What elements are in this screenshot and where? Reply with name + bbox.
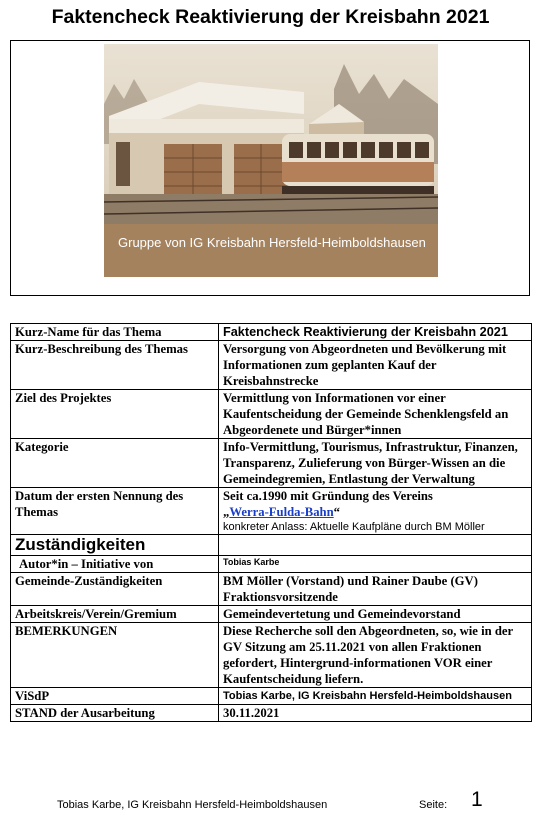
row-value [219, 488, 532, 535]
railbus-depot-illustration [104, 44, 438, 224]
photo-caption: Gruppe von IG Kreisbahn Hersfeld-Heimboldshausen [118, 235, 426, 250]
row-label: Datum der ersten Nennung des Themas [11, 488, 219, 535]
table-row [11, 606, 532, 623]
table-row [11, 535, 532, 556]
row-value: Versorgung von Abgeordneten und Bevölkerung mit Informationen zum geplanten Kauf der Kreisbahnstrecke [219, 341, 532, 390]
table-row [11, 573, 532, 606]
first-mention-text: Seit ca.1990 mit Gründung des Vereins [223, 489, 433, 503]
page-label: Seite: [419, 799, 448, 811]
row-value [219, 535, 532, 556]
facts-table [10, 323, 532, 722]
row-value: 30.11.2021 [219, 705, 532, 722]
table-row [11, 688, 532, 705]
footer-author: Tobias Karbe, IG Kreisbahn Hersfeld-Heimboldshausen [57, 799, 328, 811]
section-heading: Zuständigkeiten [11, 535, 219, 556]
quote-close: “ [333, 505, 341, 519]
werra-fulda-bahn-link[interactable]: Werra-Fulda-Bahn [229, 505, 334, 519]
row-label: Kurz-Name für das Thema [11, 324, 219, 341]
row-value: BM Möller (Vorstand) und Rainer Daube (GV) Fraktionsvorsitzende [219, 573, 532, 606]
table-row [11, 705, 532, 722]
row-label: Gemeinde-Zuständigkeiten [11, 573, 219, 606]
table-row [11, 390, 532, 439]
table-row [11, 439, 532, 488]
image-frame [10, 40, 530, 296]
row-value: Info-Vermittlung, Tourismus, Infrastruktur, Finanzen, Transparenz, Zulieferung von Bürger-Wissen an die Gemeindegremien, Entlastung der Verwaltung [219, 439, 532, 488]
row-label: Arbeitskreis/Verein/Gremium [11, 606, 219, 623]
page-number: 1 [471, 788, 483, 811]
row-label: Kurz-Beschreibung des Themas [11, 341, 219, 390]
row-label: ViSdP [11, 688, 219, 705]
row-value: Vermittlung von Informationen vor einer Kaufentscheidung der Gemeinde Schenklengsfeld an Abgeordenete und Bürger*innen [219, 390, 532, 439]
table-row [11, 341, 532, 390]
page-title: Faktencheck Reaktivierung der Kreisbahn 2021 [51, 6, 490, 28]
table-row [11, 488, 532, 535]
row-value: Diese Recherche soll den Abgeordneten, so, wie in der GV Sitzung am 25.11.2021 von allen Fraktionen gefordert, Hintergrund-informationen VOR einer Kaufentscheidung liefern. [219, 623, 532, 688]
photo-caption-box [104, 224, 438, 277]
row-label: STAND der Ausarbeitung [11, 705, 219, 722]
row-value: Faktencheck Reaktivierung der Kreisbahn 2021 [219, 324, 532, 341]
row-value: Tobias Karbe [219, 556, 532, 573]
row-label: Autor*in – Initiative von [11, 556, 219, 573]
row-label: BEMERKUNGEN [11, 623, 219, 688]
row-value: Gemeindevertetung und Gemeindevorstand [219, 606, 532, 623]
row-value: Tobias Karbe, IG Kreisbahn Hersfeld-Heimboldshausen [219, 688, 532, 705]
table-row [11, 623, 532, 688]
table-row [11, 324, 532, 341]
row-label: Kategorie [11, 439, 219, 488]
quote-open: „ [223, 505, 230, 519]
railbus-photo [104, 44, 438, 277]
row-label: Ziel des Projektes [11, 390, 219, 439]
first-mention-link-line [223, 504, 527, 520]
table-row [11, 556, 532, 573]
first-mention-reason: konkreter Anlass: Aktuelle Kaufpläne durch BM Möller [223, 521, 485, 533]
